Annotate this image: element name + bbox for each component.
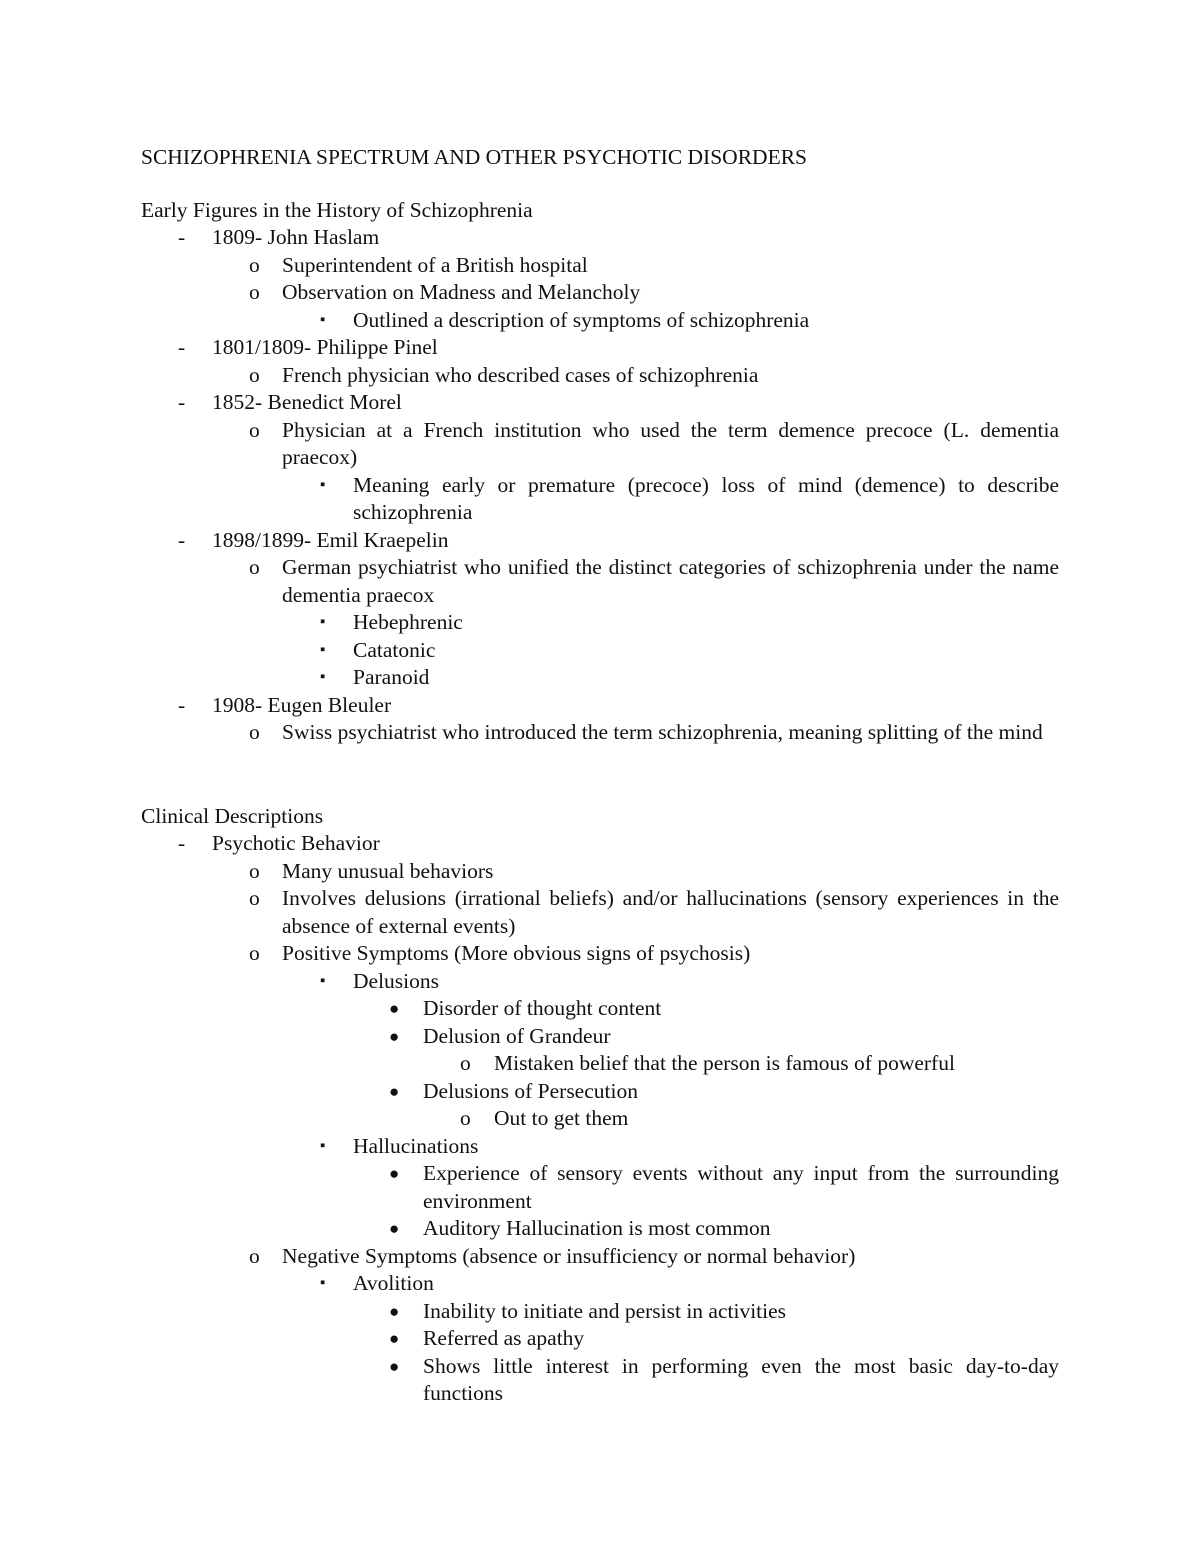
list-item-text: Delusions of Persecution xyxy=(423,1078,638,1103)
list-item xyxy=(141,1050,1059,1078)
list-item-text: Psychotic Behavior xyxy=(212,831,380,855)
list-item xyxy=(141,334,1059,362)
list-item-text: Hebephrenic xyxy=(353,610,463,634)
bullet-icon: ● xyxy=(389,999,400,1018)
list-item-text: Involves delusions (irrational beliefs) and/or hallucinations (sensory experiences in the absence of external events) xyxy=(282,886,1059,938)
list-item-text: Out to get them xyxy=(494,1106,629,1130)
square-bullet-icon: ▪ xyxy=(320,476,326,493)
list-item xyxy=(141,279,1059,307)
list-item xyxy=(141,224,1059,252)
list-item-text: Paranoid xyxy=(353,665,430,689)
dash-marker: - xyxy=(178,692,186,717)
list-item xyxy=(141,692,1059,720)
list-item xyxy=(141,1298,1059,1326)
list-item-text: Inability to initiate and persist in activities xyxy=(423,1298,787,1323)
circle-marker: o xyxy=(249,1243,260,1268)
circle-marker: o xyxy=(249,858,260,883)
square-bullet-icon: ▪ xyxy=(320,972,326,989)
list-item xyxy=(141,527,1059,555)
list-item-text: German psychiatrist who unified the distinct categories of schizophrenia under the name dementia praecox xyxy=(282,555,1059,607)
circle-marker: o xyxy=(249,720,260,744)
list-item xyxy=(141,252,1059,280)
bullet-icon: ● xyxy=(389,1356,400,1376)
circle-marker: o xyxy=(249,941,260,965)
list-item-text: Meaning early or premature (precoce) loss of mind (demence) to describe schizophrenia xyxy=(353,472,1059,524)
list-item xyxy=(141,1215,1059,1243)
list-item xyxy=(141,968,1059,996)
list-item-text: 1801/1809- Philippe Pinel xyxy=(212,335,438,359)
bullet-icon: ● xyxy=(389,1329,400,1348)
bullet-icon: ● xyxy=(389,1081,400,1101)
list-item xyxy=(141,719,1059,747)
list-item xyxy=(141,1325,1059,1353)
list-item-text: Negative Symptoms (absence or insufficiency or normal behavior) xyxy=(282,1243,856,1268)
list-item xyxy=(141,940,1059,968)
dash-marker: - xyxy=(178,225,186,249)
list-item-text: Auditory Hallucination is most common xyxy=(423,1216,771,1240)
list-item xyxy=(141,307,1059,335)
list-item-text: Disorder of thought content xyxy=(423,996,662,1020)
list-item xyxy=(141,1078,1059,1106)
list-item-text: Shows little interest in performing even the most basic day-to-day functions xyxy=(423,1353,1059,1405)
list-item xyxy=(141,1353,1059,1408)
bullet-icon: ● xyxy=(389,1219,400,1238)
list-item xyxy=(141,1105,1059,1133)
list-item-text: Experience of sensory events without any input from the surrounding environment xyxy=(423,1161,1059,1213)
list-item xyxy=(141,1023,1059,1051)
circle-marker: o xyxy=(249,362,260,387)
list-item xyxy=(141,858,1059,886)
circle-marker: o xyxy=(249,555,260,579)
list-item-text: Outlined a description of symptoms of schizophrenia xyxy=(353,307,810,332)
list-item-text: Observation on Madness and Melancholy xyxy=(282,280,641,304)
dash-marker: - xyxy=(178,831,186,855)
list-item xyxy=(141,1160,1059,1215)
list-item xyxy=(141,554,1059,609)
section-clinical-descriptions xyxy=(141,803,1059,1408)
list-item-text: Mistaken belief that the person is famous of powerful xyxy=(494,1051,955,1075)
list-item-text: Many unusual behaviors xyxy=(282,858,494,883)
list-item xyxy=(141,637,1059,665)
list-item xyxy=(141,1243,1059,1271)
list-item-text: Positive Symptoms (More obvious signs of psychosis) xyxy=(282,941,751,965)
list-item xyxy=(141,664,1059,692)
list-item-text: Delusions xyxy=(353,968,439,993)
list-item-text: Referred as apathy xyxy=(423,1326,585,1350)
list-item-text: Delusion of Grandeur xyxy=(423,1023,611,1048)
list-item xyxy=(141,830,1059,858)
list-item-text: 1809- John Haslam xyxy=(212,225,380,249)
list-item-text: Swiss psychiatrist who introduced the term schizophrenia, meaning splitting of the mind xyxy=(282,720,1043,744)
list-item-text: Catatonic xyxy=(353,637,436,662)
section-early-figures xyxy=(141,197,1059,747)
circle-marker: o xyxy=(249,252,260,277)
circle-marker: o xyxy=(249,886,260,910)
list-item xyxy=(141,417,1059,472)
square-bullet-icon: ▪ xyxy=(320,614,326,630)
list-item-text: 1898/1899- Emil Kraepelin xyxy=(212,527,449,552)
bullet-icon: ● xyxy=(389,1164,400,1183)
circle-marker: o xyxy=(249,280,260,304)
list-item xyxy=(141,995,1059,1023)
square-bullet-icon: ▪ xyxy=(320,1137,326,1154)
square-bullet-icon: ▪ xyxy=(320,669,326,685)
dash-marker: - xyxy=(178,527,186,552)
list-item-text: 1852- Benedict Morel xyxy=(212,390,402,414)
circle-marker: o xyxy=(460,1106,471,1130)
list-item xyxy=(141,389,1059,417)
dash-marker: - xyxy=(178,335,186,359)
list-item xyxy=(141,1270,1059,1298)
list-item xyxy=(141,362,1059,390)
square-bullet-icon: ▪ xyxy=(320,1275,326,1291)
list-item-text: Avolition xyxy=(353,1271,434,1295)
section-heading: Clinical Descriptions xyxy=(141,804,324,828)
section-heading: Early Figures in the History of Schizophrenia xyxy=(141,198,533,222)
circle-marker: o xyxy=(460,1051,471,1075)
square-bullet-icon: ▪ xyxy=(320,311,326,328)
square-bullet-icon: ▪ xyxy=(320,641,326,658)
list-item-text: 1908- Eugen Bleuler xyxy=(212,692,392,717)
list-item-text: French physician who described cases of schizophrenia xyxy=(282,362,759,387)
dash-marker: - xyxy=(178,390,186,414)
list-item xyxy=(141,885,1059,940)
list-item-text: Hallucinations xyxy=(353,1133,479,1158)
list-item-text: Physician at a French institution who used the term demence precoce (L. dementia praecox) xyxy=(282,417,1059,469)
page-title: SCHIZOPHRENIA SPECTRUM AND OTHER PSYCHOTIC DISORDERS xyxy=(141,145,807,169)
list-item xyxy=(141,609,1059,637)
bullet-icon: ● xyxy=(389,1301,400,1321)
list-item xyxy=(141,1133,1059,1161)
list-item-text: Superintendent of a British hospital xyxy=(282,252,588,277)
list-item xyxy=(141,472,1059,527)
circle-marker: o xyxy=(249,417,260,442)
bullet-icon: ● xyxy=(389,1026,400,1046)
